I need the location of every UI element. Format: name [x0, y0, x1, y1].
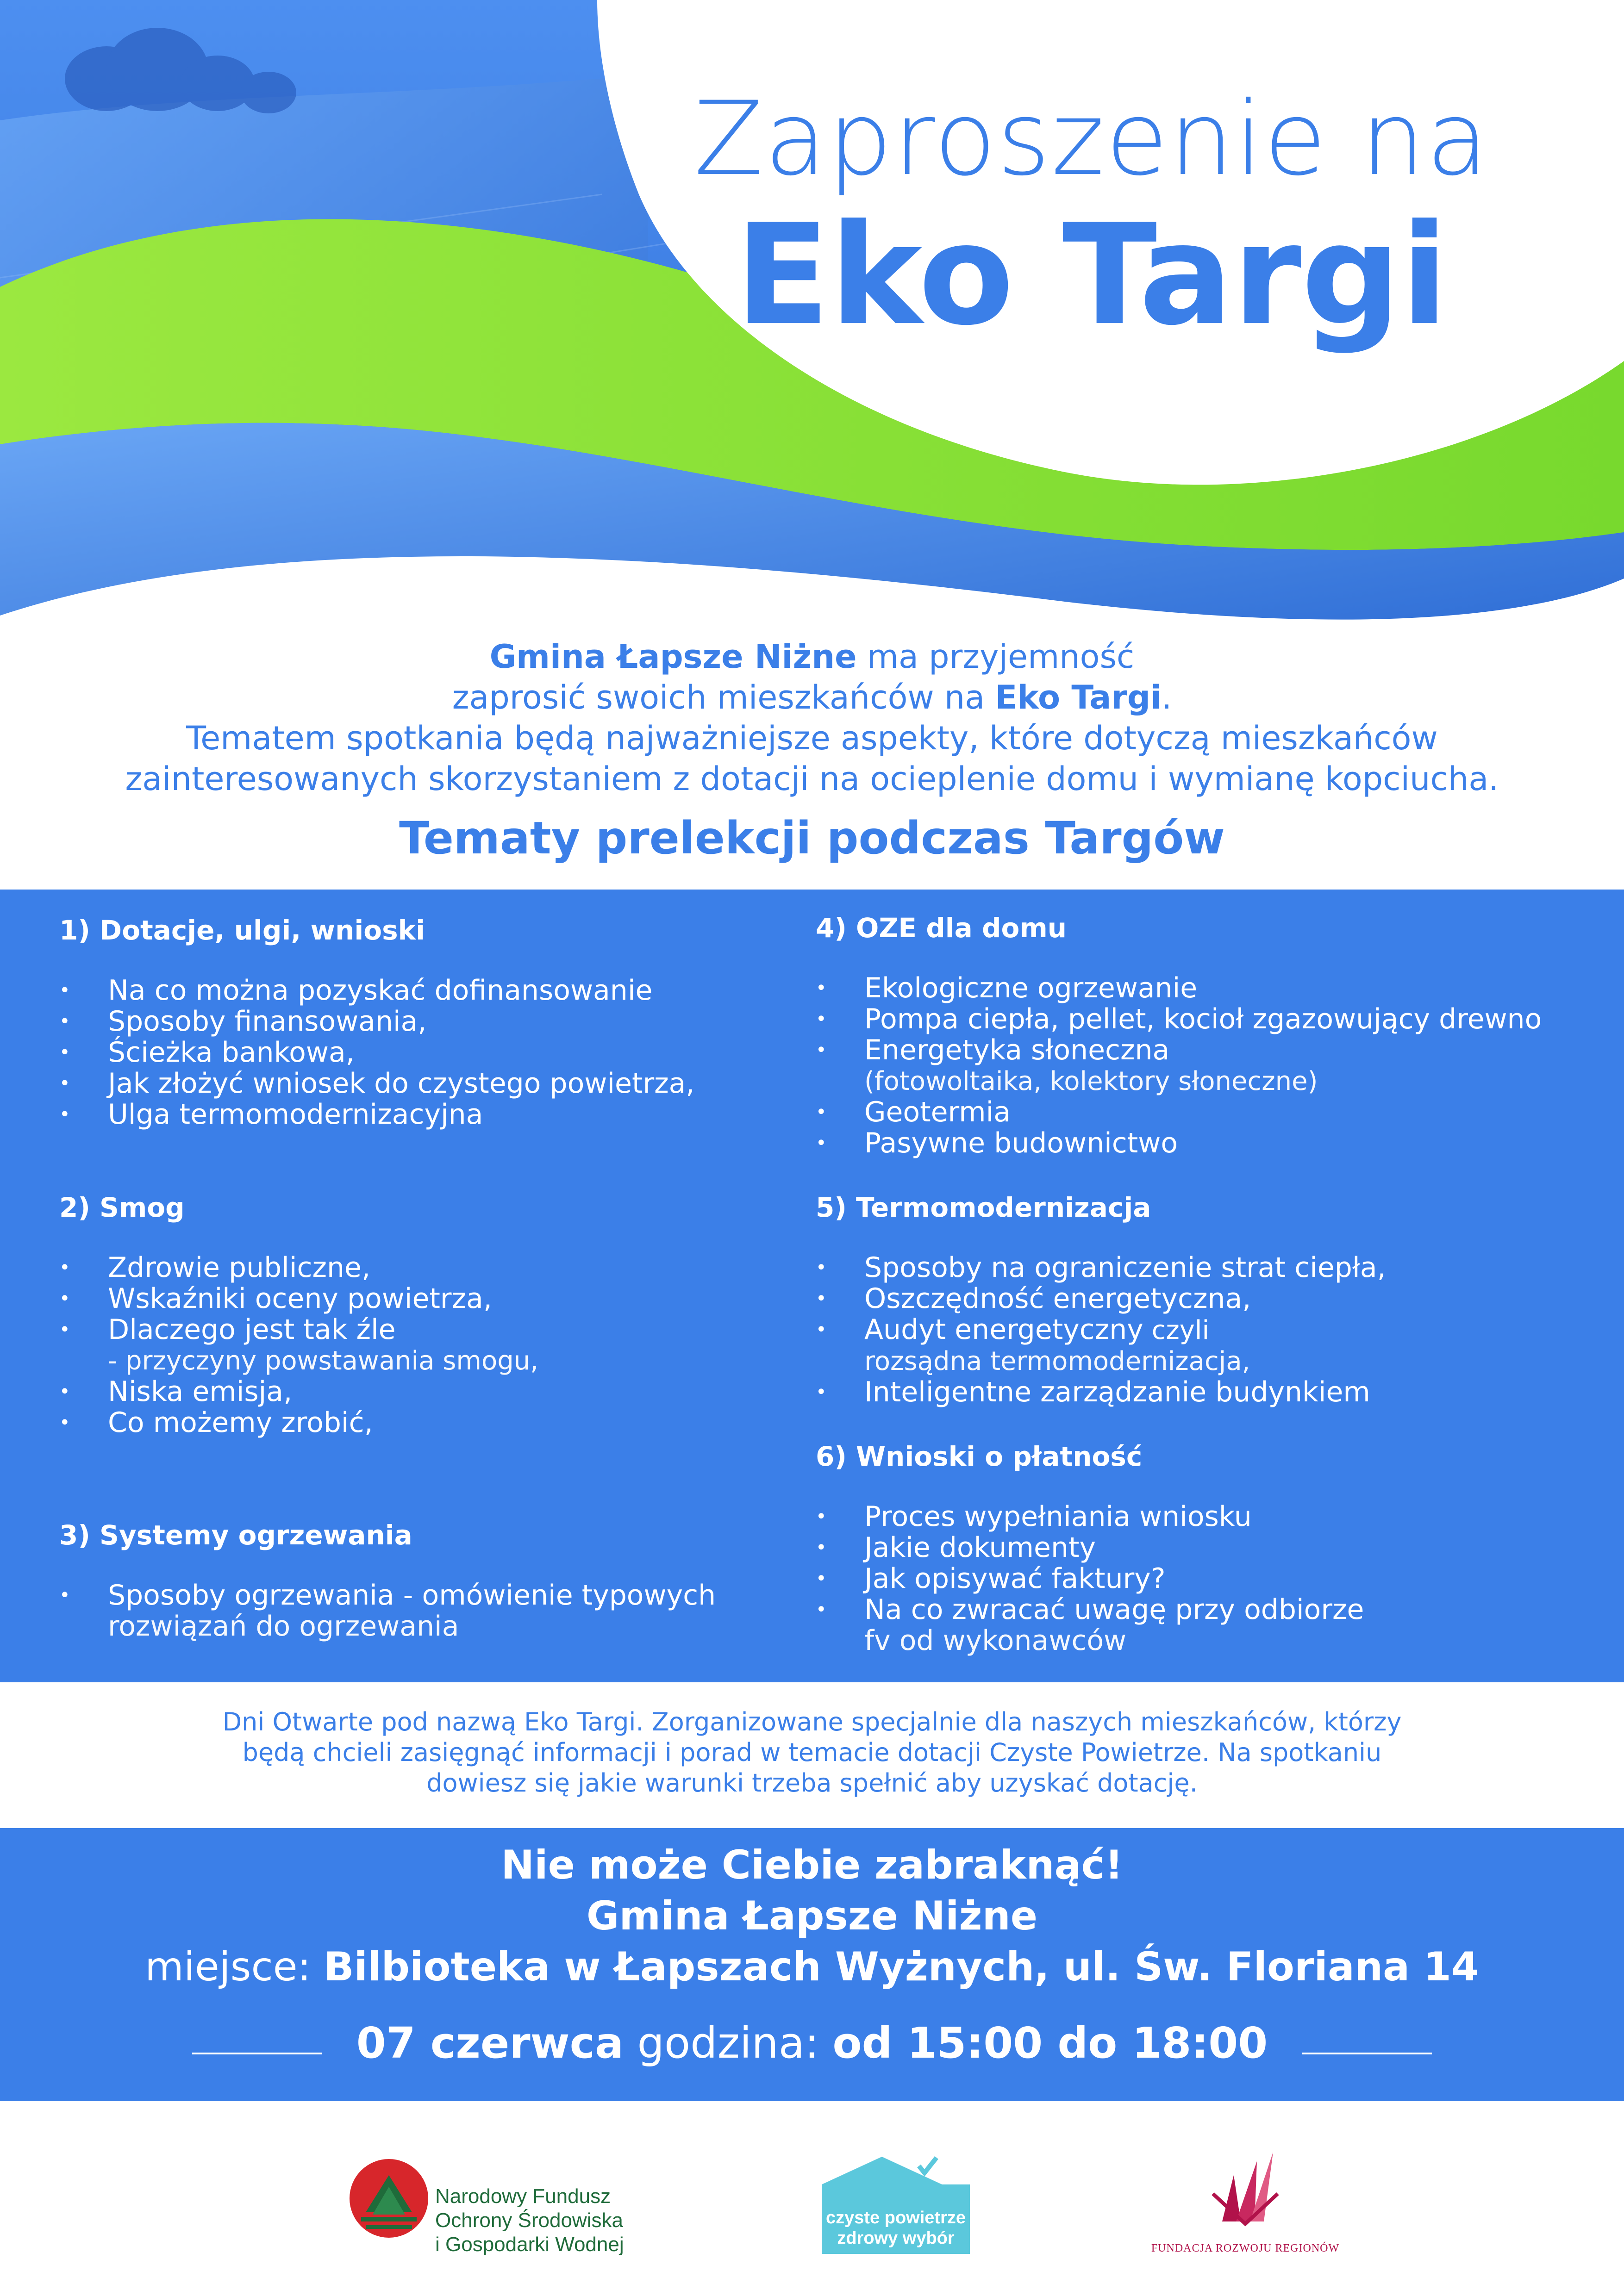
venue-address: Bilbioteka w Łapszach Wyżnych, ul. Św. Floriana 14 [323, 1944, 1479, 1990]
list-item: • Co możemy zrobić, [59, 1406, 373, 1439]
list-item: • Jak opisywać faktury? [816, 1562, 1166, 1595]
event-date: 07 czerwca [356, 2018, 624, 2068]
info-line: Dni Otwarte pod nazwą Eko Targi. Zorganizowane specjalnie dla naszych mieszkańców, którzy [222, 1707, 1402, 1736]
fundacja-emblem-icon [1130, 2143, 1361, 2240]
list-item: • Ulga termomodernizacyjna [59, 1098, 483, 1131]
fundacja-name: FUNDACJA ROZWOJU REGIONÓW [1151, 2242, 1340, 2254]
list-item: • Ekologiczne ogrzewanie [816, 972, 1198, 1004]
title-line-2: Eko Targi [735, 194, 1449, 356]
list-item: • Jak złożyć wniosek do czystego powietrza, [59, 1067, 695, 1100]
list-item: • Oszczędność energetyczna, [816, 1282, 1251, 1315]
intro-line-3: Tematem spotkania będą najważniejsze aspekty, które dotyczą mieszkańców [186, 719, 1438, 757]
organizer-line: Gmina Łapsze Niżne [586, 1893, 1038, 1939]
call-to-action: Nie może Ciebie zabraknąć! [501, 1842, 1123, 1888]
hero-banner [0, 0, 1624, 648]
czyste-powietrze-logo [822, 2147, 970, 2254]
list-item: • Dlaczego jest tak źle - przyczyny powstawania smogu, [59, 1313, 539, 1376]
list-item: • Energetyka słoneczna (fotowoltaika, kolektory słoneczne) [816, 1034, 1318, 1096]
event-details-banner [0, 1828, 1624, 2101]
list-item: • Na co zwracać uwagę przy odbiorze fv od wykonawców [816, 1593, 1364, 1657]
topic-heading: 6) Wnioski o płatność [816, 1441, 1143, 1472]
fundacja-logo [1130, 2143, 1361, 2272]
list-item: • Ścieżka bankowa, [59, 1036, 355, 1069]
intro-line-1: ma przyjemność [856, 638, 1135, 676]
topic-group-smog [59, 1191, 538, 1438]
topic-group-oze [816, 912, 1542, 1159]
list-item: • Zdrowie publiczne, [59, 1251, 371, 1284]
topic-heading: 3) Systemy ogrzewania [59, 1519, 412, 1551]
list-item: • Geotermia [816, 1096, 1011, 1128]
list-item: • Pasywne budownictwo [816, 1127, 1178, 1159]
topic-heading: 4) OZE dla domu [816, 912, 1067, 944]
list-item: • Niska emisja, [59, 1375, 293, 1408]
list-item: • Sposoby ogrzewania - omówienie typowych rozwiązań do ogrzewania [59, 1579, 716, 1643]
page-title [652, 79, 1531, 356]
organizer-name: Gmina Łapsze Niżne [489, 638, 857, 676]
info-paragraph [0, 1707, 1624, 1798]
list-item: • Inteligentne zarządzanie budynkiem [816, 1376, 1370, 1408]
list-item: • Jakie dokumenty [816, 1531, 1096, 1564]
list-item: • Audyt energetyczny czyli rozsądna termomodernizacja, [816, 1313, 1250, 1376]
topic-heading: 2) Smog [59, 1192, 185, 1223]
list-item: • Na co można pozyskać dofinansowanie [59, 974, 653, 1007]
topic-group-dotacje [59, 914, 694, 1130]
info-line: dowiesz się jakie warunki trzeba spełnić aby uzyskać dotację. [426, 1768, 1198, 1798]
list-item: • Pompa ciepła, pellet, kocioł zgazowujący drewno [816, 1003, 1542, 1035]
topics-panel [0, 890, 1624, 1682]
list-item: • Sposoby na ograniczenie strat ciepła, [816, 1251, 1386, 1284]
event-time: od 15:00 do 18:00 [832, 2018, 1268, 2068]
topic-group-wnioski-o-platnosc [816, 1440, 1364, 1656]
czyste-powietrze-text: czyste powietrze zdrowy wybór [826, 2208, 966, 2248]
list-item: • Wskaźniki oceny powietrza, [59, 1282, 492, 1315]
title-line-1: Zaproszenie na [693, 80, 1490, 198]
sponsor-logos [0, 2110, 1624, 2296]
nfosigw-name: Narodowy Fundusz Ochrony Środowiska i Gospodarki Wodnej [435, 2185, 624, 2256]
intro-paragraph [0, 636, 1624, 799]
venue-line: miejsce: Bilbioteka w Łapszach Wyżnych, ul. Św. Floriana 14 [145, 1944, 1479, 1990]
intro-line-4: zainteresowanych skorzystaniem z dotacji na ocieplenie domu i wymianę kopciucha. [125, 760, 1499, 798]
nfosigw-emblem-icon [347, 2157, 431, 2240]
date-time-line: 07 czerwca godzina: od 15:00 do 18:00 [356, 2018, 1268, 2068]
info-line: będą chcieli zasięgnąć informacji i porad w temacie dotacji Czyste Powietrze. Na spotkaniu [242, 1738, 1382, 1767]
topics-heading: Tematy prelekcji podczas Targów [399, 812, 1225, 864]
list-item: • Proces wypełniania wniosku [816, 1500, 1252, 1533]
topic-group-ogrzewanie [59, 1519, 716, 1642]
nfosigw-logo [347, 2157, 624, 2256]
topic-heading: 5) Termomodernizacja [816, 1192, 1151, 1223]
topic-heading: 1) Dotacje, ulgi, wnioski [59, 915, 425, 946]
intro-line-2: zaprosić swoich mieszkańców na [452, 678, 995, 716]
topic-group-termomodernizacja [816, 1191, 1386, 1408]
event-name: Eko Targi [995, 678, 1162, 716]
list-item: • Sposoby finansowania, [59, 1005, 427, 1038]
intro-line-2-end: . [1162, 678, 1172, 716]
